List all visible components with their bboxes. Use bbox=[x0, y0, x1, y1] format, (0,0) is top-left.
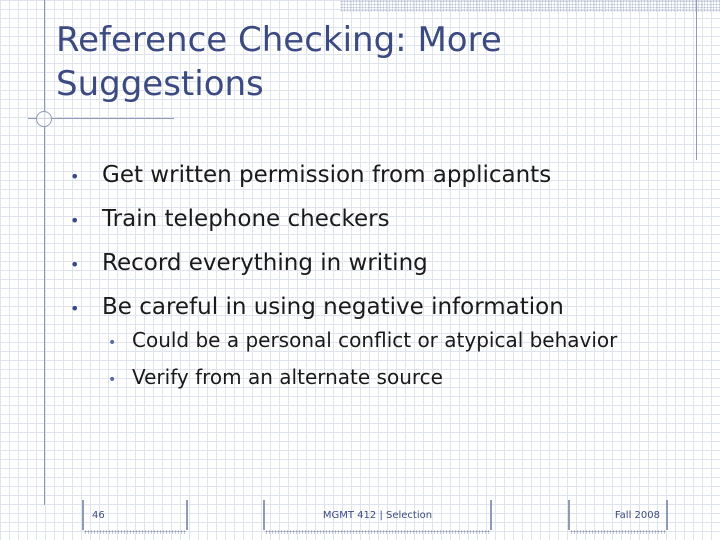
bullet-icon: • bbox=[70, 167, 80, 186]
sub-bullet-text: Verify from an alternate source bbox=[132, 365, 443, 389]
sub-bullet-item bbox=[108, 323, 708, 360]
bullet-item bbox=[70, 154, 690, 198]
footer-course bbox=[263, 500, 492, 530]
term-text: Fall 2008 bbox=[614, 509, 660, 521]
bullet-text: Get written permission from applicants bbox=[102, 162, 552, 188]
bullet-icon: • bbox=[70, 211, 80, 230]
sub-bullet-icon: • bbox=[108, 335, 117, 351]
decorative-vertical-rule-right bbox=[696, 0, 697, 160]
footer-page-number bbox=[82, 500, 188, 530]
bullet-list bbox=[70, 154, 690, 330]
slide-title: Reference Checking: More Suggestions bbox=[56, 20, 502, 104]
bullet-icon: • bbox=[70, 299, 80, 318]
bullet-text: Record everything in writing bbox=[102, 250, 428, 276]
bullet-item bbox=[70, 198, 690, 242]
bullet-item bbox=[70, 242, 690, 286]
sub-bullet-list bbox=[108, 323, 708, 397]
footer-term bbox=[568, 500, 668, 530]
page-number-text: 46 bbox=[92, 509, 105, 521]
sub-bullet-text: Could be a personal conflict or atypical behavior bbox=[132, 328, 618, 352]
sub-bullet-icon: • bbox=[108, 372, 117, 388]
course-text: MGMT 412 | Selection bbox=[322, 509, 433, 521]
decorative-dot-band bbox=[340, 0, 720, 12]
crosshair-icon bbox=[36, 111, 52, 127]
bullet-text: Be careful in using negative information bbox=[102, 294, 564, 320]
decorative-vertical-rule-left bbox=[44, 0, 45, 505]
bullet-text: Train telephone checkers bbox=[102, 206, 390, 232]
sub-bullet-item bbox=[108, 360, 708, 397]
bullet-icon: • bbox=[70, 255, 80, 274]
